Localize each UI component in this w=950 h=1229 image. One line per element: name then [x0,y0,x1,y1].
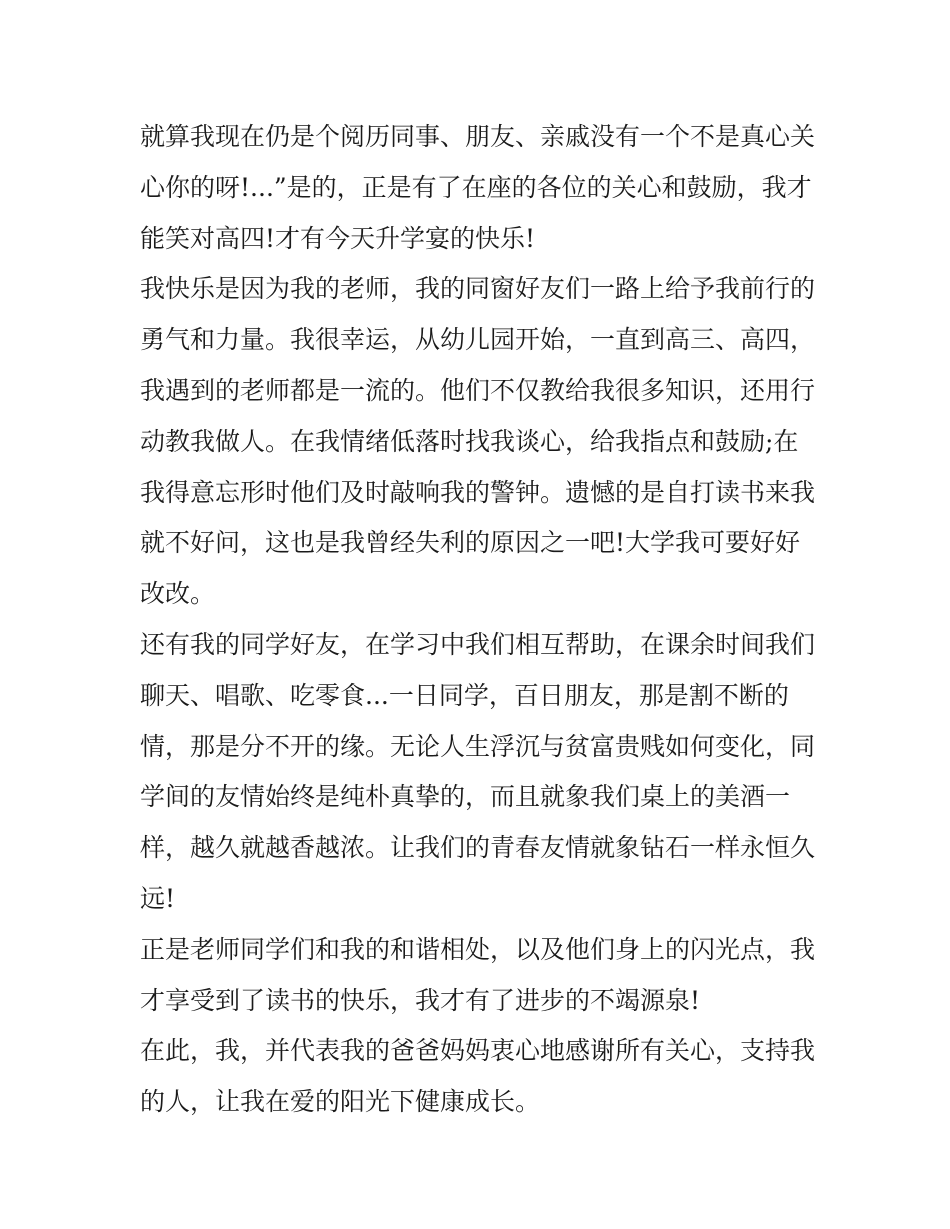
text-line: 样，越久就越香越浓。让我们的青春友情就象钻石一样永恒久 [140,833,816,863]
text-line: 我遇到的老师都是一流的。他们不仅教给我很多知识，还用行 [140,375,816,405]
text-line: 正是老师同学们和我的和谐相处，以及他们身上的闪光点，我 [140,934,816,964]
body-text [140,112,820,1128]
text-line: 聊天、唱歌、吃零食...一日同学，百日朋友，那是割不断的 [140,680,789,710]
text-line: 就算我现在仍是个阅历同事、朋友、亲戚没有一个不是真心关 [140,122,816,151]
text-line: 在此，我，并代表我的爸爸妈妈衷心地感谢所有关心，支持我 [140,1036,816,1066]
text-line: 学间的友情始终是纯朴真挚的，而且就象我们桌上的美酒一 [140,782,791,812]
text-line: 情，那是分不开的缘。无论人生浮沉与贫富贵贱如何变化，同 [140,731,816,761]
text-line: 心你的呀!...”是的，正是有了在座的各位的关心和鼓励，我才 [140,172,812,202]
text-line: 就不好问，这也是我曾经失利的原因之一吧!大学我可要好好 [140,528,801,558]
text-line: 的人，让我在爱的阳光下健康成长。 [140,1087,541,1117]
text-line: 改改。 [140,579,216,609]
text-line: 我快乐是因为我的老师，我的同窗好友们一路上给予我前行的 [140,274,816,304]
text-line: 还有我的同学好友，在学习中我们相互帮助，在课余时间我们 [140,629,816,659]
text-line: 远! [140,883,176,913]
text-line: 动教我做人。在我情绪低落时找我谈心，给我指点和鼓励;在 [140,426,799,456]
text-line: 我得意忘形时他们及时敲响我的警钟。遗憾的是自打读书来我 [140,477,816,507]
text-line: 能笑对高四!才有今天升学宴的快乐! [140,223,536,253]
text-line: 才享受到了读书的快乐，我才有了进步的不竭源泉! [140,985,701,1015]
text-line: 勇气和力量。我很幸运，从幼儿园开始，一直到高三、高四， [140,325,816,355]
